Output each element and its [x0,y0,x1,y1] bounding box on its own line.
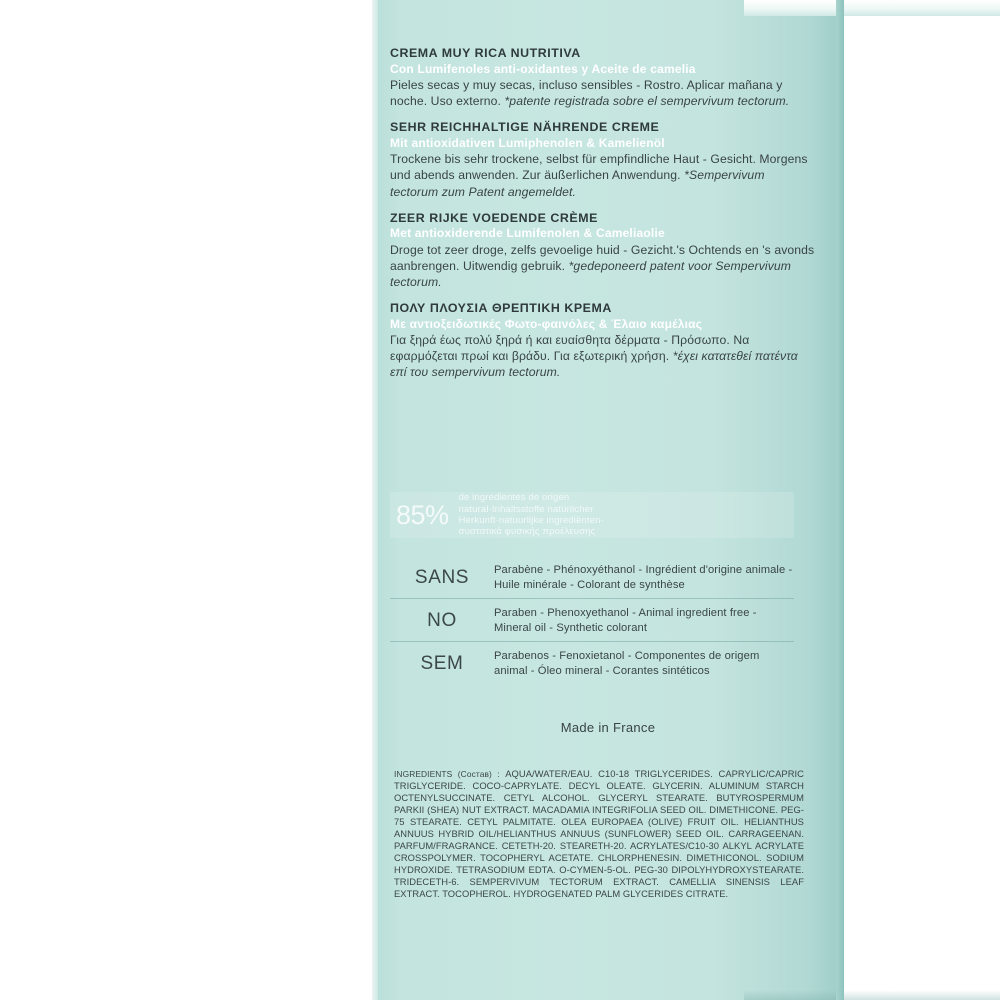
made-in-label: Made in France [560,720,656,735]
natural-origin-line: de ingredientes de origen [458,492,570,504]
section-body-italic: *έχει κατατεθεί πατέντα επί του sempervivum tectorum. [390,349,798,380]
section-title: ΠΟΛΥ ΠΛΟΥΣΙΑ ΘΡΕΠΤΙΚΗ ΚΡΕΜΑ [390,301,612,316]
natural-origin-line: συστατικά φυσικής προέλευσης [458,526,596,538]
section-body [390,77,816,109]
natural-origin-percent: 85% [396,499,449,530]
section-body-text: Για ξηρά έως πολύ ξηρά ή και ευαίσθητα δέρματα - Πρόσωπο. Να εφαρμόζεται πρωί και βράδυ. Για εξωτερική χρήση. [390,333,750,364]
free-from-word: SANS [414,567,470,588]
section-body-text: Pieles secas y muy secas, incluso sensibles - Rostro. Aplicar mañana y noche. Uso externo. [390,78,783,109]
panel-section-el [390,301,816,380]
section-body-text: Droge tot zeer droge, zelfs gevoelige huid - Gezicht.'s Ochtends en 's avonds aanbrengen. Uitwendig gebruik. [390,242,815,273]
panel-section-nl [390,211,816,290]
natural-origin-text [459,492,604,537]
free-from-word: NO [427,610,457,632]
ingredients-label: INGREDIENTS (Состав) : [394,769,506,779]
panel-section-es [390,46,816,109]
free-from-description: Paraben - Phenoxyethanol - Animal ingredient free - Mineral oil - Synthetic colorant [494,607,757,634]
carton-top-edge [744,0,1000,16]
carton-bottom-shadow [744,990,1000,1000]
section-body-italic: *patente registrada sobre el sempervivum tectorum. [504,94,790,109]
ingredients-list [394,768,804,900]
section-subtitle: Mit antioxidativen Lumiphenolen & Kamelienöl [390,135,665,150]
section-body [390,151,816,199]
section-subtitle: Με αντιοξειδωτικές Φωτο-φαινόλες & Έλαιο καμέλιας [390,316,703,331]
free-from-word: SEM [420,653,464,675]
section-body [390,242,816,290]
natural-origin-line: natural·Inhaltsstoffe natürlicher [458,503,594,515]
section-subtitle: Con Lumifenoles anti-oxidantes y Aceite de camelia [390,61,696,76]
section-body [390,332,816,380]
section-body-text: Trockene bis sehr trockene, selbst für empfindliche Haut - Gesicht. Morgens und abends anwenden. Zur äußerlichen Anwendung. [390,152,808,183]
free-from-row [390,641,794,684]
carton-left-fold [372,0,378,1000]
natural-origin-line: Herkunft·natuurlijke ingrediënten· [458,515,604,526]
ingredients-text: AQUA/WATER/EAU. C10-18 TRIGLYCERIDES. CAPRYLIC/CAPRIC TRIGLYCERIDE. COCO-CAPRYLATE. DECYL OLEATE. GLYCERIN. ALUMINUM STARCH OCTENYLSUCCINATE. CETYL ALCOHOL. GLYCERYL STEARATE. BUTYROSPERMUM PARKII (SHEA) NUT EXTRACT. MACADAMIA INTEGRIFOLIA SEED OIL. DIMETHICONE. PEG-75 STEARATE. CETYL PALMITATE. OLEA EUROPAEA (OLIVE) FRUIT OIL. HELIANTHUS ANNUUS HYBRID OIL/HELIANTHUS ANNUUS (SUNFLOWER) SEED OIL. CARRAGEENAN. PARFUM/FRAGRANCE. CETETH-20. STEARETH-20. ACRYLATES/C10-30 ALKYL ACRYLATE CROSSPOLYMER. TOCOPHERYL ACETATE. CHLORPHENESIN. DIMETHICONOL. SODIUM HYDROXIDE. TETRASODIUM EDTA. O-CYMEN-5-OL. PEG-30 DIPOLYHYDROXYSTEARATE. TRIDECETH-6. SEMPERVIVUM TECTORUM EXTRACT. CAMELLIA SINENSIS LEAF EXTRACT. TOCOPHEROL. HYDROGENATED PALM GLYCERIDES CITRATE. [394,768,804,900]
language-panels [390,46,816,391]
section-body-italic: *gedeponeerd patent voor Sempervivum tectorum. [390,258,792,289]
free-from-row [390,556,794,598]
free-from-table [390,556,794,684]
free-from-description: Parabenos - Fenoxietanol - Componentes de origem animal - Óleo mineral - Corantes sintéticos [494,650,760,677]
free-from-description: Parabène - Phénoxyéthanol - Ingrédient d'origine animale - Huile minérale - Colorant de synthèse [494,564,793,591]
natural-origin-claim [390,492,794,538]
panel-section-de [390,120,816,199]
section-title: ZEER RIJKE VOEDENDE CRÈME [390,210,598,225]
product-carton [372,0,844,1000]
section-body-italic: *Sempervivum tectorum zum Patent angemeldet. [390,168,765,199]
carton-right-fold [836,0,844,1000]
section-title: SEHR REICHHALTIGE NÄHRENDE CREME [390,120,660,135]
free-from-row [390,598,794,641]
section-subtitle: Met antioxiderende Lumifenolen & Cameliaolie [390,226,665,241]
section-title: CREMA MUY RICA NUTRITIVA [390,46,581,60]
